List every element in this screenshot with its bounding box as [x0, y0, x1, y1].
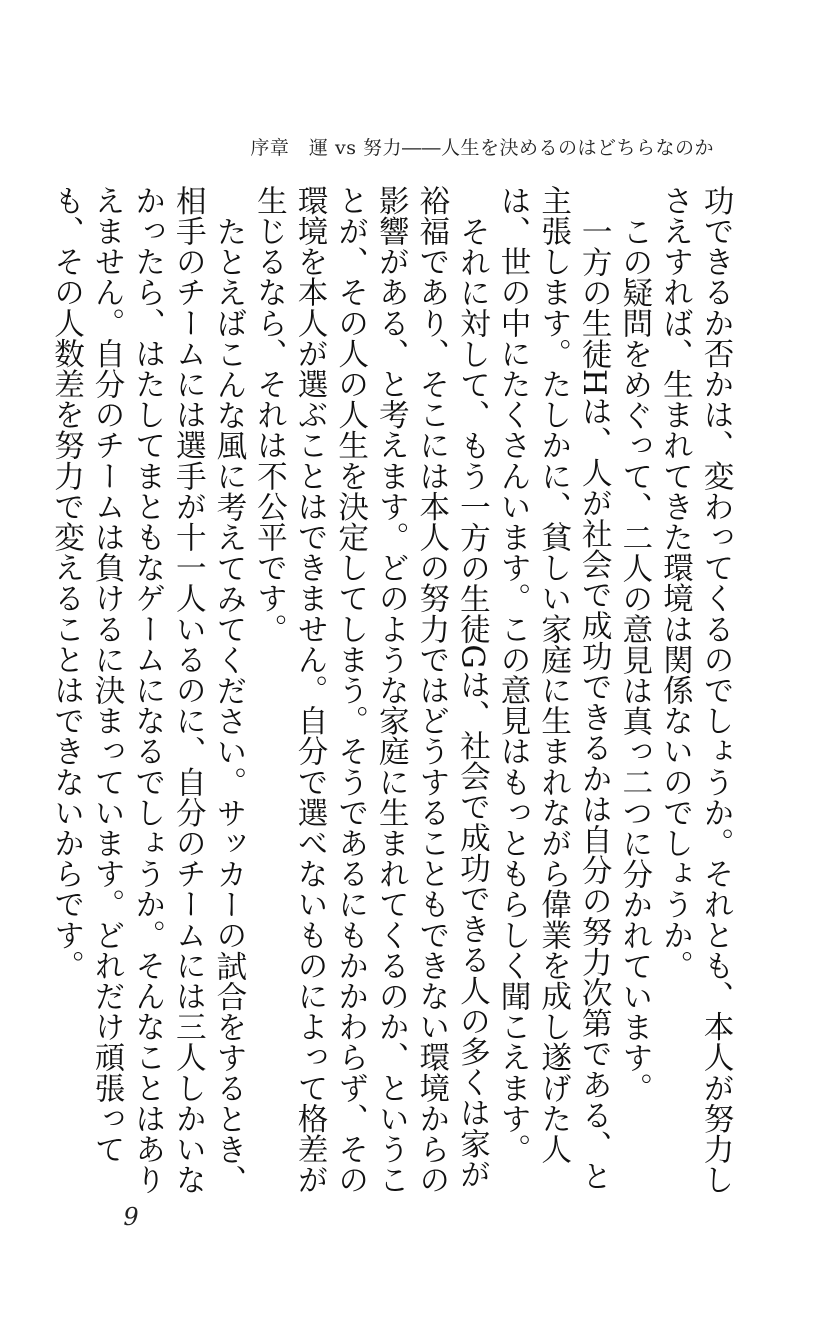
paragraph-2: この疑問をめぐって、二人の意見は真っ二つに分かれています。: [616, 215, 652, 1103]
paragraph-5: たとえばこんな風に考えてみてください。サッカーの試合をするとき、相手のチームには選手が十一人いるのに、自分のチームには三人しかいなかったら、はたしてまともなゲームになるでしょうか。そんなことはありえません。自分のチームは負けるに決まっています。どれだけ頑張っても、その人数差を努力で変えることはできないからです。: [48, 185, 246, 1195]
paragraph-4: それに対して、もう一方の生徒Gは、社会で成功できる人の多くは家が裕福であり、そこには本人の努力ではどうすることもできない環境からの影響がある、と考えます。どのような家庭に生まれてくるのか、ということが、その人の人生を決定してしまう。そうであるにもかかわらず、その環境を本人が選ぶことはできません。自分で選べないものによって格差が生じるなら、それは不公平です。: [251, 185, 490, 1195]
body-text: [48, 185, 735, 1195]
running-head: 序章 運 vs 努力――人生を決めるのはどちらなのか: [250, 137, 714, 159]
page-number: 9: [123, 1203, 139, 1231]
first-line-fragment: 功できるか否かは、変わってくるのでしょうか。それとも、本人が努力しさえすれば、: [657, 185, 733, 1195]
paragraph-1-text: 生まれてきた環境は関係ないのでしょうか。: [657, 368, 693, 981]
paragraph-continuation: [654, 185, 735, 1195]
paragraph-3: 一方の生徒Hは、人が社会で成功できるかは自分の努力次第である、と主張します。たしかに、貧しい家庭に生まれながら偉業を成し遂げた人は、世の中にたくさんいます。この意見はもっともらしく聞こえます。: [495, 185, 612, 1191]
